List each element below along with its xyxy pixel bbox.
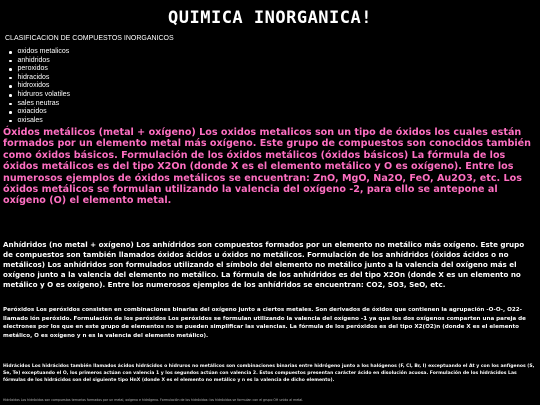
toc-item (9, 57, 70, 66)
bullet-icon (9, 94, 12, 97)
bullet-icon (9, 85, 12, 88)
bullet-icon (9, 77, 12, 80)
toc-item (9, 82, 70, 91)
bullet-icon (9, 120, 12, 123)
classification-heading: CLASIFICACION DE COMPUESTOS INORGANICOS (5, 35, 174, 42)
toc-link-oxiacidos[interactable]: oxiacidos (17, 108, 47, 116)
toc-list (9, 48, 70, 125)
section-hidracidos: Hidrácidos Los hidrácidos también llamados ácidos hidrácidos o hidruros no metálicos son combinaciones binarias entre hidrógeno junto a los halógenos (F, Cl, Br, I) exceptuando el At y con los anfígenos (S, Se, Te) exceptuando el O, los primeros actúan con valencia 1 y los segundos actúan con valencia 2. Estos compuestos presentan carácter ácido en disolución acuosa. Formulación de los hidrácidos Las fórmulas de los hidrácidos son del siguiente tipo HnX (donde X es el elemento no metálico y n es la valencia de dicho elemento). (3, 364, 535, 384)
toc-link-hidracidos[interactable]: hidracidos (17, 73, 50, 81)
toc-link-oxidos-metalicos[interactable]: oxidos metalicos (17, 48, 70, 55)
toc-item (9, 117, 70, 126)
section-peroxidos: Peróxidos Los peróxidos consisten en combinaciones binarias del oxígeno junto a ciertos metales. Son derivados de óxidos que contienen la agrupación -O-O-, O22- llamado ión peróxido. Formulación de los peróxidos Los peróxidos se formulan utilizando la valencia del oxígeno -1 ya que los dos oxígenos comparten una pareja de electrones por los que en este grupo de elementos no se pueden simplificar las valencias. La fórmula de los peróxidos es del tipo X2(O2)n (donde X es el elemento metálico, O es oxígeno y n es la valencia del elemento metálico). (3, 307, 526, 339)
section-hidroxidos: Hidróxidos Los hidróxidos son compuestos ternarios formados por un metal, oxígeno e hidrógeno. Formulación de los hidróxidos: los hidróxidos se formulan con el grupo OH unido al metal. (3, 398, 304, 402)
page-title: QUIMICA INORGANICA! (168, 8, 372, 28)
toc-item (9, 100, 70, 109)
toc-link-hidruros-volatiles[interactable]: hidruros volatiles (17, 90, 71, 98)
toc-link-anhidridos[interactable]: anhidridos (17, 56, 50, 64)
toc-link-peroxidos[interactable]: peroxidos (17, 65, 48, 73)
section-anhidridos: Anhídridos (no metal + oxígeno) Los anhídridos son compuestos formados por un elemento no metálico más oxígeno. Este grupo de compuestos son también llamados óxidos ácidos u óxidos no metálicos. Formulación de los anhídridos (óxidos ácidos o no metálicos) Los anhídridos son formulados utilizando el símbolo del elemento no metálico junto a la valencia del oxígeno más el oxígeno junto a la valencia del elemento no metálico. La fórmula de los anhídridos es del tipo X2On (donde X es un elemento no metálico y O es oxígeno). Entre los numerosos ejemplos de los anhídridos se encuentran: CO2, SO3, SeO, etc. (3, 240, 525, 289)
toc-link-oxisales[interactable]: oxisales (17, 116, 43, 124)
toc-item (9, 65, 70, 74)
bullet-icon (9, 51, 12, 54)
bullet-icon (9, 111, 12, 114)
bullet-icon (9, 68, 12, 71)
toc-link-sales-neutras[interactable]: sales neutras (17, 99, 60, 107)
toc-item (9, 74, 70, 83)
toc-item (9, 48, 70, 57)
toc-item (9, 108, 70, 117)
section-oxidos-metalicos: Óxidos metálicos (metal + oxígeno) Los oxidos metalicos son un tipo de óxidos los cuales están formados por un elemento metal más oxígeno. Este grupo de compuestos son conocidos también como óxidos básicos. Formulación de los óxidos metálicos (óxidos básicos) La fórmula de los óxidos metálicos es del tipo X2On (donde X es el elemento metálico y O es oxígeno). Entre los numerosos ejemplos de óxidos metálicos se encuentran: ZnO, MgO, Na2O, FeO, Au2O3, etc. Los óxidos metálicos se formulan utilizando la valencia del oxígeno -2, para ello se antepone al oxígeno (O) el elemento metal. (3, 127, 531, 207)
bullet-icon (9, 103, 12, 106)
toc-item (9, 91, 70, 100)
toc-link-hidroxidos[interactable]: hidroxidos (17, 82, 50, 90)
bullet-icon (9, 60, 12, 63)
